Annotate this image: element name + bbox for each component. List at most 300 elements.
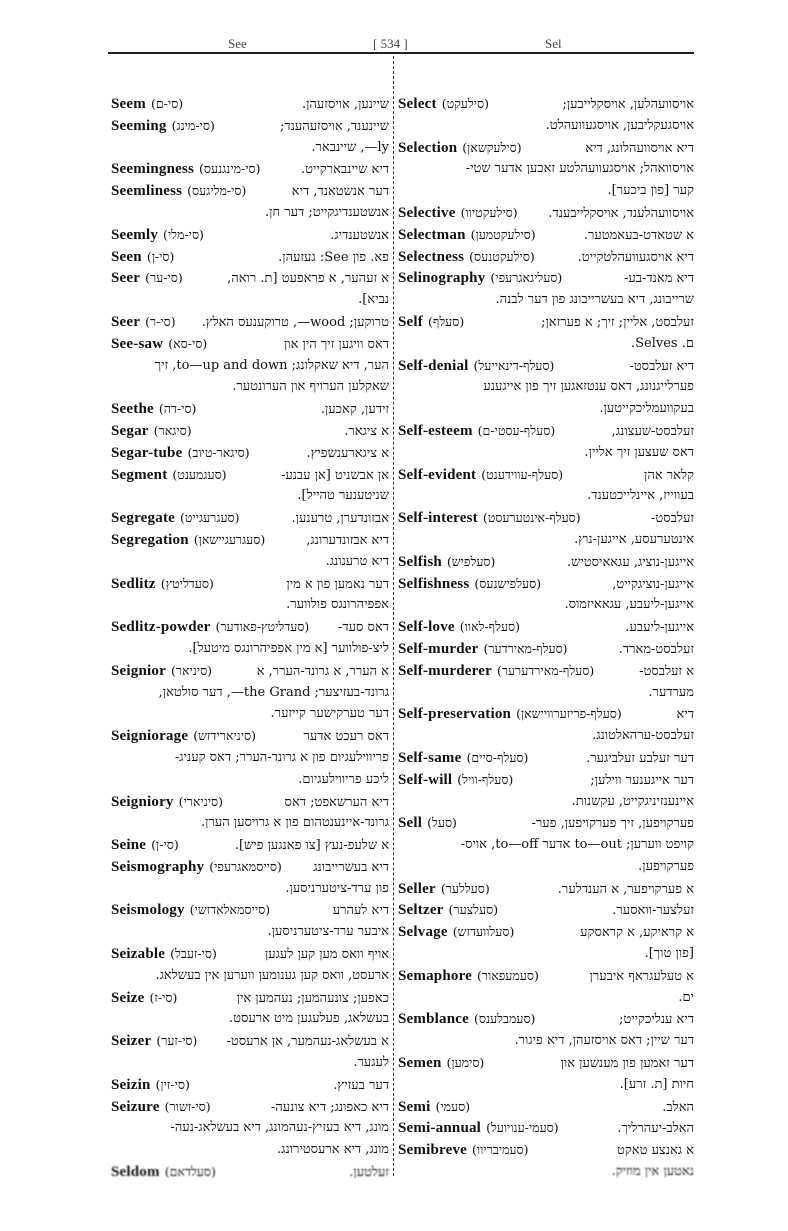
headword: Self-murder bbox=[398, 640, 479, 657]
pronunciation: (סימען) bbox=[446, 1055, 485, 1071]
entry-head bbox=[111, 420, 192, 442]
definition: דיא ענליכקייט; bbox=[618, 1012, 694, 1028]
headword: Seeming bbox=[111, 117, 167, 134]
entry-head bbox=[398, 878, 490, 900]
definition-continuation: גרונד-איינענטהום פון א גרויסען הערן. bbox=[201, 815, 389, 831]
dictionary-entry bbox=[111, 725, 389, 747]
definition: אויף וואס מען קען לעגען bbox=[264, 947, 389, 963]
dictionary-entry bbox=[398, 769, 694, 791]
definition: א פערקויפער, א הענדלער. bbox=[557, 881, 694, 897]
entry-head bbox=[111, 987, 177, 1009]
entry-head bbox=[111, 573, 214, 595]
column-divider bbox=[393, 56, 394, 1176]
entry-head bbox=[398, 638, 568, 660]
headword: Selvage bbox=[398, 924, 448, 941]
entry-head bbox=[398, 1117, 559, 1139]
entry-head bbox=[111, 1074, 190, 1096]
dictionary-entry bbox=[111, 180, 389, 202]
definition: אן אבשניט [אן עבנע- bbox=[280, 467, 389, 483]
entry-head bbox=[398, 224, 536, 246]
headword: Self-love bbox=[398, 619, 455, 636]
pronunciation: (סעדליטץ-פאודער) bbox=[215, 619, 310, 635]
pronunciation: (סיגאר-טיוב) bbox=[187, 444, 250, 460]
dictionary-entry bbox=[398, 137, 694, 159]
dictionary-entry bbox=[398, 1052, 694, 1074]
entry-head bbox=[111, 1030, 197, 1052]
entry-head bbox=[398, 921, 514, 943]
pronunciation: (סעלף-וויל) bbox=[457, 771, 514, 787]
dictionary-entry bbox=[398, 1139, 694, 1161]
dictionary-entry bbox=[398, 965, 694, 987]
headword: Semibreve bbox=[398, 1142, 468, 1159]
dictionary-entry bbox=[111, 1074, 389, 1096]
definition: דיא לעהרע bbox=[332, 903, 389, 919]
dictionary-entry bbox=[111, 573, 389, 595]
headword: Seller bbox=[398, 880, 436, 897]
pronunciation: (סעלף-עסטי-ם) bbox=[477, 422, 556, 438]
entry-head bbox=[398, 965, 539, 987]
pronunciation: (סי-זעבל) bbox=[170, 946, 217, 962]
headword: Semi bbox=[398, 1098, 431, 1115]
definition-continuation: פערלייגנונג, דאס ענטזאגען זיך פון אייגענע bbox=[483, 379, 694, 395]
headword: Seldom bbox=[111, 1164, 160, 1181]
entry-head bbox=[111, 529, 265, 551]
dictionary-entry bbox=[111, 93, 389, 115]
definition-continuation: אינטערעסע, אייגען-נוץ. bbox=[574, 531, 694, 547]
headword: Self-preservation bbox=[398, 706, 512, 723]
definition: א ציגארענשפיץ. bbox=[306, 445, 389, 461]
dictionary-entry bbox=[398, 93, 694, 115]
headword: Sedlitz bbox=[111, 575, 156, 592]
definition: דאס רעכט אדער bbox=[303, 729, 389, 745]
pronunciation: (סעלפיש) bbox=[446, 553, 496, 569]
definition: אויסוועהלענד, אויסקלייבענד. bbox=[548, 205, 694, 221]
entry-head bbox=[111, 834, 179, 856]
definition-continuation: [פון טוך]. bbox=[644, 946, 694, 962]
definition: אבזונדערן, טרענען. bbox=[291, 511, 389, 527]
entry-head bbox=[398, 355, 554, 377]
definition: דיא הערשאפט; דאס bbox=[284, 794, 389, 810]
definition: א טעלעגראף איבערן bbox=[589, 968, 694, 984]
definition-continuation: אפפיהרונגס פולווער. bbox=[286, 597, 389, 613]
definition: זעלטען. bbox=[349, 1165, 389, 1181]
definition: דער בעזיץ. bbox=[333, 1077, 389, 1093]
definition: זעלבסט-שעצונג, bbox=[611, 423, 694, 439]
pronunciation: (סי-דה) bbox=[158, 401, 197, 417]
pronunciation: (סי-זער) bbox=[156, 1033, 198, 1049]
dictionary-entry bbox=[111, 507, 389, 529]
header-rule bbox=[108, 52, 694, 54]
definition: דאס וויגען זיך הין און bbox=[283, 336, 389, 352]
definition-continuation: נאטען אין מוזיק. bbox=[611, 1164, 694, 1180]
headword: Seignior bbox=[111, 662, 166, 679]
pronunciation: (סי-סא) bbox=[168, 335, 208, 351]
definition: פא. פון See: געזעהן. bbox=[278, 249, 389, 265]
definition: דער אנשטאנד, דיא bbox=[291, 184, 389, 200]
entry-head bbox=[398, 420, 555, 442]
entry-head bbox=[111, 1096, 211, 1118]
pronunciation: (סעגמענט) bbox=[172, 466, 227, 482]
pronunciation: (סי-מלי) bbox=[163, 226, 204, 242]
pronunciation: (סיניארידזש) bbox=[193, 728, 256, 744]
pronunciation: (סילעקטנעס) bbox=[469, 248, 535, 264]
entry-head bbox=[398, 464, 563, 486]
headword: Seen bbox=[111, 248, 142, 265]
headword: Selectman bbox=[398, 226, 466, 243]
headword: Seethe bbox=[111, 401, 154, 418]
pronunciation: (סעמי) bbox=[435, 1098, 471, 1114]
dictionary-entry bbox=[111, 464, 389, 486]
entry-head bbox=[398, 507, 581, 529]
pronunciation: (סעלף-פריזערוויישאן) bbox=[516, 706, 622, 722]
entry-head bbox=[111, 311, 176, 333]
pronunciation: (סעמבלענס) bbox=[473, 1011, 536, 1027]
definition-continuation: בעשלאג, פעלעגען מיט ארעסט. bbox=[229, 1011, 389, 1027]
dictionary-entry bbox=[398, 551, 694, 573]
dictionary-entry bbox=[111, 834, 389, 856]
definition-continuation: לעגער. bbox=[353, 1055, 389, 1071]
definition-continuation: ם. Selves. bbox=[631, 335, 694, 351]
dictionary-entry bbox=[398, 464, 694, 486]
dictionary-entry bbox=[398, 267, 694, 289]
dictionary-entry bbox=[398, 747, 694, 769]
dictionary-entry bbox=[398, 246, 694, 268]
definition-continuation: קויפט ווערען; to—out אדער to—off, אויס- bbox=[460, 837, 694, 853]
entry-head bbox=[111, 725, 256, 747]
entry-head bbox=[398, 660, 594, 682]
definition-continuation: זעלבסט-ערהאלטונג. bbox=[592, 728, 694, 744]
definition: דער זאמען פון מענשען און bbox=[560, 1056, 694, 1072]
pronunciation: (סי-זשור) bbox=[164, 1098, 211, 1114]
headword: Selfish bbox=[398, 553, 442, 570]
entry-head bbox=[398, 1052, 484, 1074]
definition-continuation: קער [פון ביכער]. bbox=[607, 183, 694, 199]
definition: א גאנצע טאקט bbox=[616, 1143, 694, 1159]
dictionary-entry bbox=[111, 1096, 389, 1118]
pronunciation: (סי-ער) bbox=[145, 270, 183, 286]
definition: דיא כאפונג; דיא צונעה- bbox=[270, 1099, 389, 1115]
dictionary-entry bbox=[111, 246, 389, 268]
definition-continuation: דאס שעצען זיך אליין. bbox=[584, 444, 694, 460]
entry-head bbox=[398, 246, 535, 268]
definition-continuation: נביא]. bbox=[358, 292, 389, 308]
entry-head bbox=[111, 791, 223, 813]
definition-continuation: גרונד-בעזיצער; the Grand—, דער סולטאן, bbox=[158, 684, 389, 700]
headword: Self-esteem bbox=[398, 422, 473, 439]
pronunciation: (סייסמאגרעפי) bbox=[209, 858, 282, 874]
pronunciation: (סעלצער) bbox=[448, 902, 499, 918]
definition: קלאר אהן bbox=[644, 467, 694, 483]
definition-continuation: הער, דיא שאקלונג; to—up and down, זיך bbox=[154, 357, 389, 373]
definition-continuation: פערקויפען. bbox=[638, 858, 694, 874]
dictionary-entry bbox=[111, 1030, 389, 1052]
definition: אייגען-נוציג, עגאאיסטיש. bbox=[567, 554, 694, 570]
definition-continuation: ליצ-פולווער [א מין אפפיהרונגס מיטעל]. bbox=[188, 640, 389, 656]
headword: Seem bbox=[111, 96, 146, 112]
pronunciation: (סי-מליגעס) bbox=[187, 183, 247, 199]
dictionary-entry bbox=[398, 1117, 694, 1139]
dictionary-entry bbox=[398, 899, 694, 921]
headword: Seismography bbox=[111, 858, 205, 875]
pronunciation: (סילעקטמען) bbox=[470, 226, 536, 242]
entry-head bbox=[398, 551, 495, 573]
headword: Self-evident bbox=[398, 466, 477, 483]
pronunciation: (סי-ר) bbox=[145, 313, 176, 329]
headword: Segregate bbox=[111, 510, 175, 527]
definition: אנשטענדיג. bbox=[330, 227, 389, 243]
entry-head bbox=[398, 812, 457, 834]
definition-continuation: שרייבונג, דיא בעשרייבונג פון דער לבנה. bbox=[495, 292, 694, 308]
definition: פערקויפען, זיך פערקויפען, פער- bbox=[531, 816, 694, 832]
pronunciation: (סעלף-אינטערעסט) bbox=[482, 510, 581, 526]
headword: Self-same bbox=[398, 749, 462, 766]
headword: Self-will bbox=[398, 771, 453, 788]
definition: א ציגאר. bbox=[344, 423, 389, 439]
definition: אויסוועהלען, אויסקלייבען; bbox=[562, 97, 694, 112]
headword: Semblance bbox=[398, 1011, 469, 1028]
headword: Semaphore bbox=[398, 967, 473, 984]
headword: Segar-tube bbox=[111, 444, 183, 461]
dictionary-entry bbox=[111, 899, 389, 921]
pronunciation: (סי-ן) bbox=[146, 248, 175, 264]
definition: א שטאדט-בעאמטער. bbox=[583, 227, 694, 243]
definition-continuation: אויסגעקליבען, אויסגעוועהלט. bbox=[545, 117, 694, 133]
pronunciation: (סייסמאלאדזשי) bbox=[189, 902, 271, 918]
pronunciation: (סי-זין) bbox=[155, 1076, 190, 1092]
pronunciation: (סי-ז) bbox=[149, 989, 178, 1005]
entry-head bbox=[111, 158, 261, 180]
definition: האלב. bbox=[662, 1099, 694, 1115]
headword: Seigniorage bbox=[111, 728, 189, 745]
left-column bbox=[111, 93, 389, 1183]
headword: Seine bbox=[111, 837, 147, 854]
definition: דיא אבזונדערונג, bbox=[306, 532, 389, 548]
headword: Sedlitz-powder bbox=[111, 619, 211, 636]
definition-continuation: בעווייז, איינלייכטענד. bbox=[587, 488, 694, 504]
pronunciation: (סיניארי) bbox=[178, 793, 224, 809]
dictionary-entry bbox=[111, 420, 389, 442]
entry-head bbox=[111, 899, 270, 921]
dictionary-entry bbox=[111, 791, 389, 813]
pronunciation: (סילעקט) bbox=[441, 96, 489, 111]
headword: Seizin bbox=[111, 1076, 151, 1093]
pronunciation: (סעלף-דינאייעל) bbox=[473, 357, 555, 373]
pronunciation: (סעמיבריוו) bbox=[472, 1142, 529, 1158]
headword: Seigniory bbox=[111, 793, 174, 810]
pronunciation: (סעמעפאור) bbox=[477, 967, 539, 983]
entry-head bbox=[111, 93, 183, 115]
dictionary-entry bbox=[398, 1008, 694, 1030]
pronunciation: (סעמי-ענויועל) bbox=[486, 1120, 559, 1136]
pronunciation: (סעלוועדזש) bbox=[452, 924, 515, 940]
headword: Self-interest bbox=[398, 510, 478, 527]
dictionary-entry bbox=[111, 115, 389, 137]
definition: טרוקען; wood—, טרוקענעס האלץ. bbox=[201, 314, 389, 330]
definition-continuation: דער שיין; דאס אויסזעהן, דיא פיגור. bbox=[514, 1033, 694, 1049]
headword: Sell bbox=[398, 815, 423, 832]
definition: דאס סעד- bbox=[338, 620, 389, 636]
headword: Selective bbox=[398, 204, 456, 221]
page-number: [ 534 ] bbox=[373, 36, 408, 51]
pronunciation: (סעלף-מאירדערער) bbox=[496, 662, 595, 678]
pronunciation: (סעלף-לאוו) bbox=[459, 619, 521, 635]
definition: אייגען-ליעבע. bbox=[625, 620, 694, 636]
definition: א קראיקע, א קראסקע bbox=[580, 925, 694, 941]
definition-continuation: בעקוועמליכקייטען. bbox=[599, 401, 694, 417]
dictionary-entry bbox=[398, 573, 694, 595]
right-column bbox=[398, 93, 694, 1183]
headword: Segar bbox=[111, 422, 149, 439]
definition-continuation: פריווילעגיום פון א גרונד-הערר; דאס קעניג- bbox=[174, 749, 389, 765]
pronunciation: (סיניאר) bbox=[170, 662, 213, 678]
definition: דער אייגענער ווילען; bbox=[590, 772, 694, 788]
headword: Segregation bbox=[111, 531, 189, 548]
entry-head bbox=[398, 1008, 535, 1030]
pronunciation: (סעלפישנעס) bbox=[474, 575, 542, 591]
definition-continuation: ארעסט, וואס קען גענומען ווערען אין בעשלאג. bbox=[155, 967, 389, 983]
dictionary-entry bbox=[398, 660, 694, 682]
definition-continuation: פון ערד-ציטערניסען. bbox=[285, 880, 389, 896]
definition-continuation: ly—, שיינבאר. bbox=[311, 139, 389, 155]
pronunciation: (סעגרעגיישאן) bbox=[193, 531, 266, 547]
entry-head bbox=[398, 703, 622, 725]
definition-continuation: דיא טרענונג. bbox=[325, 553, 389, 569]
pronunciation: (סעלף-עווידענט) bbox=[481, 466, 564, 482]
definition: א שלעפ-נעץ [צו פאנגען פיש]. bbox=[234, 838, 389, 854]
pronunciation: (סי-ן) bbox=[151, 837, 179, 853]
definition: א זעהער, א פראפעט [ת. רואה, bbox=[227, 271, 389, 287]
dictionary-entry bbox=[398, 878, 694, 900]
definition: זידען, קאכען. bbox=[320, 402, 389, 418]
definition-continuation: שניטענער טהייל]. bbox=[297, 488, 389, 504]
dictionary-entry bbox=[398, 224, 694, 246]
dictionary-entry bbox=[111, 1161, 389, 1183]
definition: אייגען-נוציגקייט, bbox=[612, 576, 694, 592]
dictionary-entry bbox=[398, 921, 694, 943]
definition-continuation: מונג, דיא בעזיץ-נעהמונג, דיא בעשלאג-נעה- bbox=[170, 1120, 389, 1136]
dictionary-entry bbox=[398, 703, 694, 725]
headword: Self-murderer bbox=[398, 662, 492, 679]
headword: Selection bbox=[398, 139, 458, 156]
entry-head bbox=[398, 1139, 528, 1161]
definition: א זעלבסט- bbox=[639, 663, 694, 679]
definition: א הערר, א גרונד-הערר, א bbox=[256, 663, 389, 679]
definition-continuation: איבער ערד-ציטערניסען. bbox=[267, 924, 389, 940]
dictionary-entry bbox=[398, 202, 694, 224]
headword: Seltzer bbox=[398, 902, 444, 919]
definition-continuation: מונג, דיא ארעסטירונג. bbox=[277, 1142, 389, 1158]
entry-head bbox=[398, 747, 528, 769]
dictionary-entry bbox=[398, 638, 694, 660]
entry-head bbox=[111, 333, 207, 355]
entry-head bbox=[111, 398, 196, 420]
entry-head bbox=[111, 180, 246, 202]
pronunciation: (סעלף) bbox=[427, 313, 465, 329]
pronunciation: (סעגרעגייט) bbox=[180, 510, 240, 526]
dictionary-entry bbox=[398, 420, 694, 442]
entry-head bbox=[111, 464, 227, 486]
definition: דער נאמען פון א מין bbox=[286, 576, 389, 592]
definition: דיא אויסוועהלונג, דיא bbox=[585, 140, 694, 156]
dictionary-entry bbox=[111, 616, 389, 638]
definition: דיא שיינבארקייט. bbox=[300, 162, 389, 178]
dictionary-entry bbox=[398, 507, 694, 529]
entry-head bbox=[398, 311, 464, 333]
dictionary-entry bbox=[398, 616, 694, 638]
pronunciation: (סילעקטיוו) bbox=[460, 204, 518, 220]
definition-continuation: שאקלען הערויף און הערונטער. bbox=[232, 379, 389, 395]
definition-continuation: ליכע פריווילעגיום. bbox=[298, 771, 389, 787]
entry-head bbox=[398, 93, 489, 115]
definition: שיינענד, אויסזעהענד; bbox=[280, 118, 389, 134]
entry-head bbox=[398, 616, 520, 638]
dictionary-entry bbox=[111, 856, 389, 878]
definition: זעלבסט-מארד. bbox=[618, 641, 694, 657]
entry-head bbox=[398, 1096, 470, 1118]
definition-continuation: חיות [ת. זרע]. bbox=[619, 1076, 694, 1092]
headword: Seer bbox=[111, 313, 141, 330]
definition: דער זעלבע זעלביגער. bbox=[586, 750, 694, 766]
headword: Self-denial bbox=[398, 357, 469, 374]
entry-head bbox=[111, 115, 215, 137]
entry-head bbox=[111, 267, 183, 289]
entry-head bbox=[111, 442, 250, 464]
definition: זעלבסט, אליין; זיך; א פערזאן; bbox=[541, 314, 694, 330]
definition: האלב-יעהרליך. bbox=[617, 1121, 694, 1137]
headword: Semi-annual bbox=[398, 1120, 482, 1137]
entry-head bbox=[111, 660, 212, 682]
headword: Seemliness bbox=[111, 183, 183, 200]
definition: דיא אויסגעוועהלטקייט. bbox=[577, 249, 694, 265]
definition-continuation: אויסוואהל; אויסגעוועהלטע זאכען אדער שטי- bbox=[465, 161, 694, 177]
pronunciation: (סי-ם) bbox=[150, 96, 184, 111]
pronunciation: (סיגאר) bbox=[153, 422, 192, 438]
entry-head bbox=[111, 1161, 216, 1183]
headword: See-saw bbox=[111, 335, 164, 352]
running-head-left: See bbox=[228, 36, 247, 51]
pronunciation: (סי-מינגנעס) bbox=[199, 161, 261, 177]
entry-head bbox=[111, 943, 217, 965]
dictionary-entry bbox=[111, 398, 389, 420]
definition-continuation: ים. bbox=[678, 989, 694, 1005]
pronunciation: (סעליגאגרעפי) bbox=[490, 270, 563, 286]
dictionary-entry bbox=[111, 333, 389, 355]
headword: Seizure bbox=[111, 1098, 160, 1115]
headword: Selectness bbox=[398, 248, 465, 265]
entry-head bbox=[111, 246, 174, 268]
pronunciation: (סעדליטץ) bbox=[160, 575, 214, 591]
pronunciation: (סעללער) bbox=[440, 880, 490, 896]
dictionary-entry bbox=[398, 355, 694, 377]
headword: Selfishness bbox=[398, 575, 470, 592]
entry-head bbox=[111, 224, 204, 246]
dictionary-entry bbox=[111, 311, 389, 333]
entry-head bbox=[111, 856, 282, 878]
definition: זעלצער-וואסער. bbox=[612, 903, 694, 919]
headword: Self bbox=[398, 313, 423, 330]
definition-continuation: אנשטענדיגקייט; דער חן. bbox=[264, 204, 389, 220]
definition: דיא בעשרייבונג bbox=[313, 859, 389, 875]
definition-continuation: איינענזיניגקייט, עקשנות. bbox=[571, 793, 694, 809]
definition: כאפען; צונעהמען; נעהמען אין bbox=[236, 990, 389, 1006]
headword: Semen bbox=[398, 1055, 442, 1072]
entry-head bbox=[111, 507, 240, 529]
headword: Seer bbox=[111, 270, 141, 287]
entry-head bbox=[111, 616, 309, 638]
dictionary-entry bbox=[111, 660, 389, 682]
headword: Seizer bbox=[111, 1033, 152, 1050]
dictionary-entry bbox=[111, 158, 389, 180]
